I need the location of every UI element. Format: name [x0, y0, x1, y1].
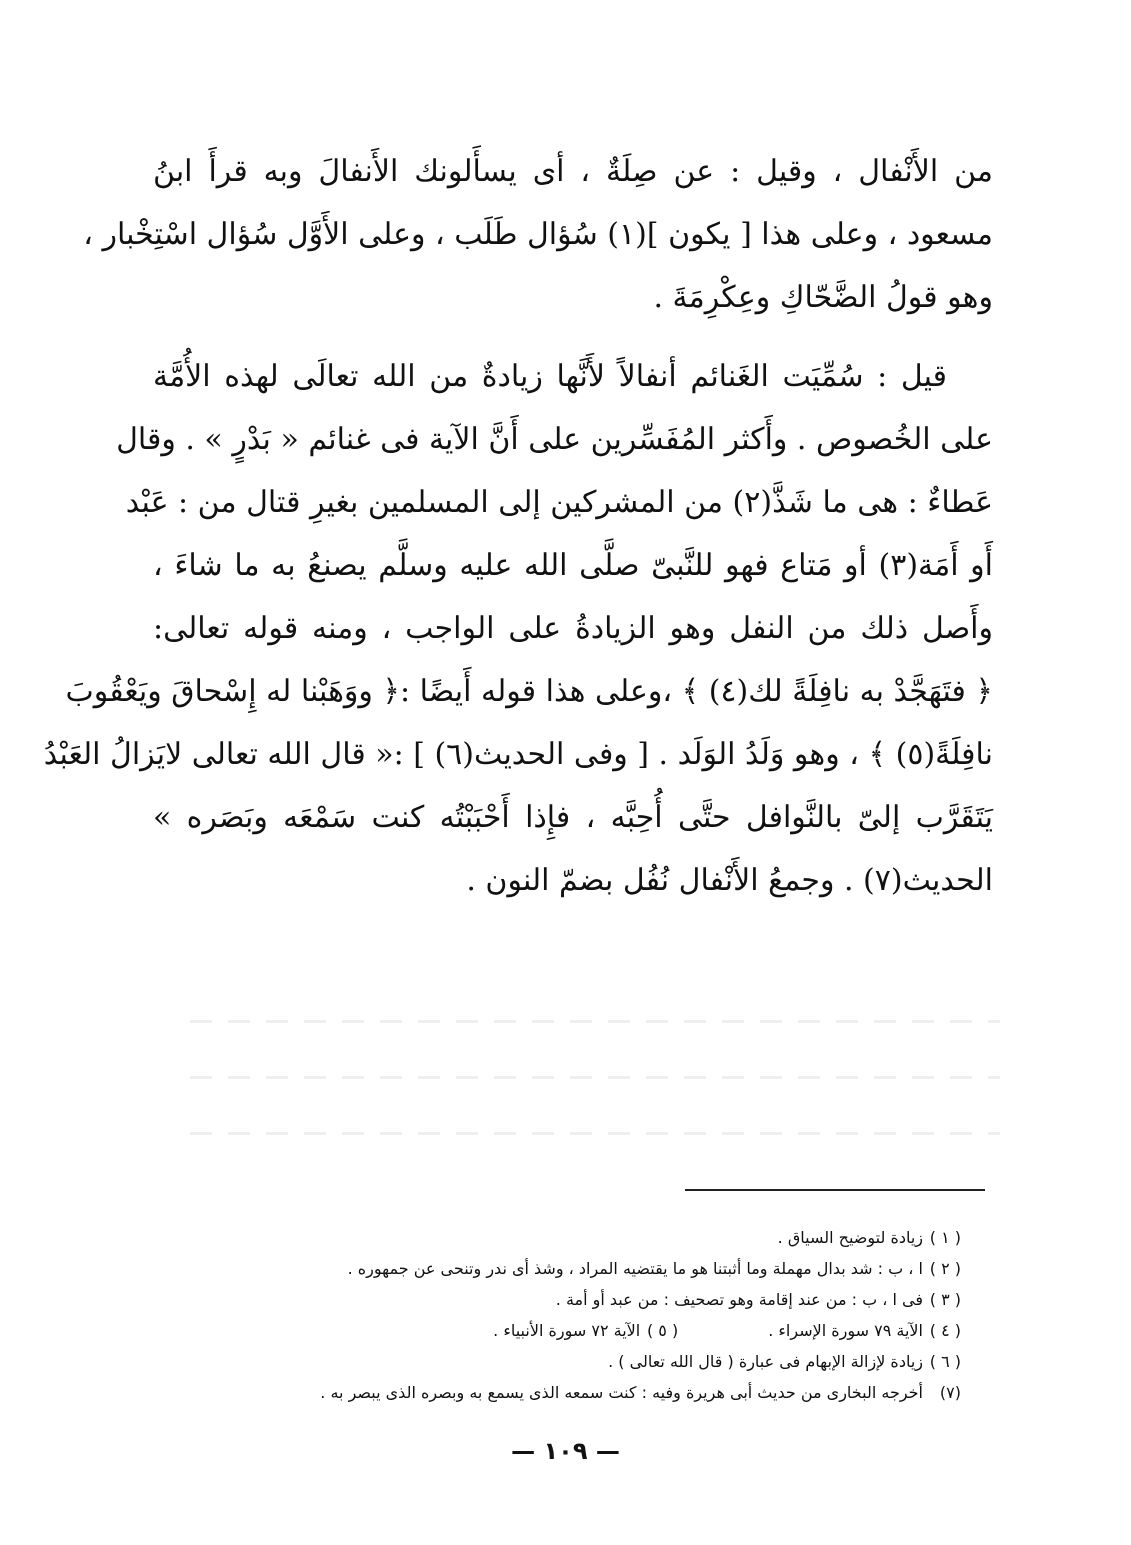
- footnote-text: زيادة لإزالة الإبهام فى عبارة ( قال الله تعالى ) .: [608, 1352, 923, 1371]
- text-line: وأَصل ذلك من النفل وهو الزيادةُ على الواجب ، ومنه قوله تعالى:: [153, 611, 993, 646]
- footnote-text: الآية ٧٩ سورة الإسراء .: [768, 1321, 923, 1340]
- text-line: عَطاءٌ : هى ما شَذَّ(٢) من المشركين إلى المسلمين بغيرِ قتال من : عَبْد: [125, 485, 993, 520]
- footnote-number: ( ٥ ): [646, 1321, 679, 1340]
- text-line: الحديث(٧) . وجمعُ الأَنْفال نُفُل بضمّ النون .: [466, 863, 993, 898]
- paragraph: [43, 345, 993, 912]
- footnote-text: ا ، ب : شد بدال مهملة وما أثبتنا هو ما يقتضيه المراد ، وشذ أى ندر وتنحى عن جمهوره .: [347, 1259, 923, 1278]
- footnote: [201, 1346, 961, 1377]
- text-line: نافِلَةً(٥) ﴾ ، وهو وَلَدُ الوَلَد . [ وفى الحديث(٦) ] :« قال الله تعالى لايَزالُ العَبْدُ: [43, 737, 993, 772]
- footnote-number: (٧): [939, 1383, 961, 1402]
- footnote-second-entry: [493, 1321, 678, 1340]
- bleed-through-shadow: [190, 1076, 1000, 1079]
- footnote-number: ( ١ ): [929, 1228, 961, 1247]
- footnote-number: ( ٣ ): [929, 1290, 961, 1309]
- text-line: أَو أَمَة(٣) أو مَتاع فهو للنَّبىّ صلَّى الله عليه وسلَّم يصنعُ به ما شاءَ ،: [153, 548, 993, 583]
- text-line: يَتَقَرَّب إلىّ بالنَّوافل حتَّى أُحِبَّه ، فإِذا أَحْبَبْتُه كنت سَمْعَه وبَصَره »: [153, 800, 993, 835]
- text-line: من الأَنْفال ، وقيل : عن صِلَةٌ ، أى يسأَلونك الأَنفالَ وبه قرأَ ابنُ: [153, 154, 993, 189]
- footnote: [201, 1315, 961, 1346]
- footnote: [201, 1284, 961, 1315]
- footnote-number: ( ٢ ): [929, 1259, 961, 1278]
- footnote-text: زيادة لتوضيح السياق .: [777, 1228, 923, 1247]
- text-line: ﴿ فتَهَجَّدْ به نافِلَةً لك(٤) ﴾ ،وعلى هذا قوله أَيضًا :﴿ ووَهَبْنا له إِسْحاقَ ويَعْقُوبَ: [65, 674, 993, 709]
- footnote-text: فى ا ، ب : من عند إقامة وهو تصحيف : من عبد أو أمة .: [555, 1290, 923, 1309]
- bleed-through-shadow: [190, 1020, 1000, 1023]
- text-line: مسعود ، وعلى هذا [ يكون ](١) سُؤال طَلَب ، وعلى الأَوَّل سُؤال اسْتِخْبار ،: [83, 217, 993, 252]
- footnote-number: ( ٤ ): [929, 1321, 961, 1340]
- footnote-text: الآية ٧٢ سورة الأنبياء .: [493, 1321, 641, 1340]
- bleed-through-shadow: [190, 1132, 1000, 1135]
- footnote: [201, 1253, 961, 1284]
- footnote: [201, 1222, 961, 1253]
- page-number: — ١٠٩ —: [511, 1437, 620, 1465]
- footnote-separator: [685, 1189, 985, 1191]
- main-text: [43, 140, 993, 912]
- paragraph: [83, 140, 993, 329]
- footnote-number: ( ٦ ): [929, 1352, 961, 1371]
- text-line: على الخُصوص . وأَكثر المُفَسِّرين على أَنَّ الآية فى غنائم « بَدْرٍ » . وقال: [116, 422, 993, 457]
- text-line: وهو قولُ الضَّحّاكِ وعِكْرِمَةَ .: [653, 280, 993, 315]
- text-line: قيل : سُمِّيَت الغَنائم أنفالاً لأَنَّها زيادةٌ من الله تعالَى لهذه الأُمَّة: [153, 359, 947, 394]
- footnote-text: أخرجه البخارى من حديث أبى هريرة وفيه : كنت سمعه الذى يسمع به وبصره الذى يبصر به .: [320, 1383, 923, 1402]
- footnotes: [201, 1222, 961, 1408]
- paragraph-gap: [153, 329, 993, 345]
- footnote: [201, 1377, 961, 1408]
